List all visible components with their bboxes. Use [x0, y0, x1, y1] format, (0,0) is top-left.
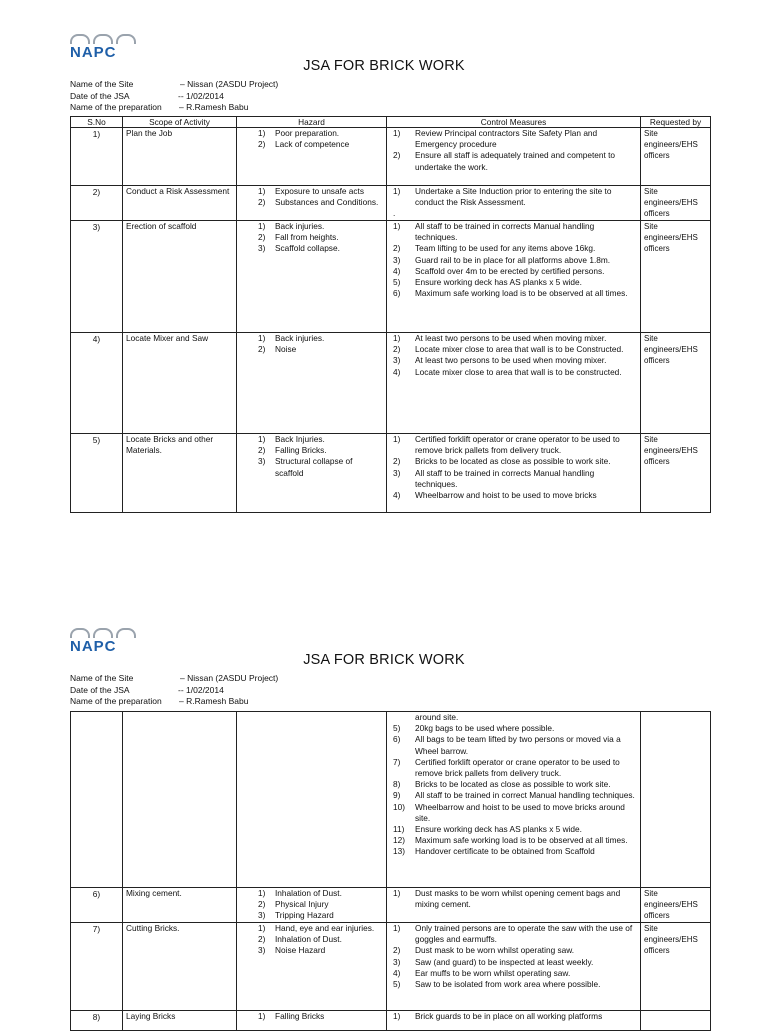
cell-sno: 1) — [71, 128, 123, 186]
hazard-item-number: 1) — [258, 923, 266, 933]
hazard-item-text: Physical Injury — [275, 899, 329, 910]
table-row — [71, 1011, 711, 1031]
control-item — [390, 150, 637, 172]
hazard-item — [240, 445, 383, 456]
control-item — [390, 846, 637, 857]
preparer-value: – R.Ramesh Babu — [179, 102, 249, 112]
cell-control-measures — [387, 888, 641, 923]
control-item-number: 2) — [393, 243, 401, 254]
site-label: Name of the Site — [70, 79, 134, 89]
hazard-list — [240, 888, 383, 922]
control-item-number: 1) — [393, 186, 401, 196]
control-item-number: 10) — [393, 801, 405, 812]
hazard-item — [240, 945, 383, 956]
table-row — [71, 712, 711, 888]
hazard-item-number: 1) — [258, 221, 266, 231]
control-item — [390, 835, 637, 846]
control-item-number: 5) — [393, 277, 401, 288]
hazard-item — [240, 1011, 383, 1022]
preparer-label: Name of the preparation — [70, 102, 162, 112]
control-item-number: 11) — [393, 824, 405, 835]
date-value: -- 1/02/2014 — [178, 684, 224, 695]
control-item-text: Bricks to be located as close as possible to work site. — [415, 779, 611, 790]
control-item-text: Ensure working deck has AS planks x 5 wide. — [415, 824, 582, 835]
control-item-number: 1) — [393, 888, 401, 898]
control-item — [390, 277, 637, 288]
control-item — [390, 790, 637, 801]
cell-hazard — [237, 221, 387, 333]
cell-requested-by: Site engineers/EHS officers — [641, 888, 711, 923]
control-item — [390, 186, 637, 208]
control-list — [390, 333, 637, 378]
control-item-text: Dust masks to be worn whilst opening cement bags and mixing cement. — [415, 888, 621, 910]
cell-control-measures — [387, 712, 641, 888]
control-item — [390, 456, 637, 467]
control-item-number: 12) — [393, 835, 405, 846]
preparer-label: Name of the preparation — [70, 696, 162, 706]
control-item-text: Review Principal contractors Site Safety Plan and Emergency procedure — [415, 128, 598, 150]
control-item — [390, 367, 637, 378]
cell-requested-by: Site engineers/EHS officers — [641, 221, 711, 333]
control-item-text: Wheelbarrow and hoist to be used to move bricks — [415, 490, 597, 501]
control-item-number: 8) — [393, 779, 401, 790]
control-item — [390, 757, 637, 779]
hazard-item-text: Falling Bricks. — [275, 445, 327, 456]
control-item — [390, 355, 637, 366]
hazard-item — [240, 139, 383, 150]
cell-hazard — [237, 1011, 387, 1031]
control-item-number: 4) — [393, 265, 401, 276]
hazard-item-text: Noise — [275, 344, 297, 355]
hazard-item — [240, 333, 383, 344]
control-item-number: 1) — [393, 1011, 401, 1021]
hazard-item-text: Lack of competence — [275, 139, 350, 150]
control-item-text: Brick guards to be in place on all working platforms — [415, 1011, 603, 1021]
header-hazard: Hazard — [237, 117, 387, 128]
control-item-number: 1) — [393, 923, 401, 933]
hazard-item-number: 3) — [258, 910, 266, 921]
control-item-text: Ensure working deck has AS planks x 5 wide. — [415, 277, 582, 288]
hazard-item-text: Falling Bricks — [275, 1011, 325, 1021]
cell-requested-by — [641, 1011, 711, 1031]
hazard-item — [240, 910, 383, 921]
cell-hazard — [237, 128, 387, 186]
control-item-text: around site. — [415, 712, 459, 722]
control-item — [390, 968, 637, 979]
control-item — [390, 333, 637, 344]
control-item-text: Certified forklift operator or crane operator to be used to remove brick pallets from delivery truck. — [415, 434, 620, 456]
hazard-item — [240, 934, 383, 945]
control-item — [390, 824, 637, 835]
hazard-list — [240, 333, 383, 355]
hazard-list — [240, 221, 383, 255]
control-item-text: Locate mixer close to area that wall is to be Constructed. — [415, 344, 624, 355]
hazard-item — [240, 197, 383, 208]
control-item — [390, 243, 637, 254]
control-item-number: 13) — [393, 846, 405, 857]
napc-logo — [70, 628, 142, 654]
control-item-text: Bricks to be located as close as possible to work site. — [415, 456, 611, 467]
control-item-number: 7) — [393, 756, 401, 767]
hazard-item — [240, 221, 383, 232]
hazard-item-number: 3) — [258, 456, 266, 467]
cell-sno: 3) — [71, 221, 123, 333]
cell-sno: 5) — [71, 434, 123, 513]
hazard-item-text: Hand, eye and ear injuries. — [275, 923, 375, 933]
hazard-item — [240, 899, 383, 910]
control-item-text: Locate mixer close to area that wall is to be constructed. — [415, 366, 622, 377]
hazard-item-number: 1) — [258, 128, 266, 138]
cell-hazard — [237, 712, 387, 888]
hazard-item — [240, 186, 383, 197]
header-sno: S.No — [71, 117, 123, 128]
hazard-item-text: Scaffold collapse. — [275, 243, 340, 254]
control-list — [390, 221, 637, 299]
control-item-number: 2) — [393, 456, 401, 467]
cell-control-measures — [387, 186, 641, 221]
control-item-number: 9) — [393, 790, 401, 801]
table-row — [71, 888, 711, 923]
preparer-value: – R.Ramesh Babu — [179, 696, 249, 706]
table-header-row — [71, 117, 711, 128]
hazard-item — [240, 344, 383, 355]
cell-requested-by — [641, 712, 711, 888]
control-item-text: At least two persons to be used when moving mixer. — [415, 333, 607, 343]
cell-scope: Locate Bricks and other Materials. — [123, 434, 237, 513]
hazard-item-number: 2) — [258, 232, 266, 243]
control-item — [390, 779, 637, 790]
control-item-number: . — [393, 208, 396, 219]
hazard-item-number: 3) — [258, 945, 266, 956]
page-title: JSA FOR BRICK WORK — [303, 58, 465, 74]
hazard-item-number: 1) — [258, 333, 266, 343]
hazard-item-text: Inhalation of Dust. — [275, 888, 342, 898]
napc-logo — [70, 34, 142, 60]
hazard-item-text: Back injuries. — [275, 221, 325, 231]
site-value: – Nissan (2ASDU Project) — [180, 673, 279, 683]
control-item-text: Undertake a Site Induction prior to entering the site to conduct the Risk Assessment. — [415, 186, 612, 208]
header-scope: Scope of Activity — [123, 117, 237, 128]
control-item — [390, 344, 637, 355]
cell-control-measures — [387, 128, 641, 186]
control-item-text: Dust mask to be worn whilst operating saw. — [415, 945, 575, 956]
cell-control-measures — [387, 1011, 641, 1031]
cell-sno: 6) — [71, 888, 123, 923]
cell-hazard — [237, 888, 387, 923]
cell-scope — [123, 712, 237, 888]
hazard-list — [240, 434, 383, 479]
control-item-text: Certified forklift operator or crane operator to be used to remove brick pallets from delivery truck. — [415, 756, 620, 779]
cell-sno: 8) — [71, 1011, 123, 1031]
cell-control-measures — [387, 221, 641, 333]
control-item-text: Maximum safe working load is to be observed at all times. — [415, 835, 628, 846]
control-item-number: 3) — [393, 956, 401, 967]
table-row — [71, 434, 711, 513]
hazard-item-text: Tripping Hazard — [275, 910, 334, 921]
control-item-text: Team lifting to be used for any items above 16kg. — [415, 243, 596, 254]
control-item-number: 2) — [393, 945, 401, 956]
control-item-number: 1) — [393, 128, 401, 138]
control-item-number: 1) — [393, 221, 401, 231]
cell-sno: 7) — [71, 923, 123, 1011]
jsa-table-page-1 — [70, 116, 711, 513]
hazard-item-text: Poor preparation. — [275, 128, 340, 138]
control-item — [390, 255, 637, 266]
cell-scope: Laying Bricks — [123, 1011, 237, 1031]
date-label: Date of the JSA — [70, 684, 130, 695]
hazard-item-number: 2) — [258, 197, 266, 208]
control-item — [390, 979, 637, 990]
hazard-item-number: 1) — [258, 434, 266, 444]
date-label: Date of the JSA — [70, 90, 130, 101]
control-item — [390, 1011, 637, 1022]
control-item-text: Ensure all staff is adequately trained and competent to undertake the work. — [415, 150, 616, 172]
control-item-text: Saw (and guard) to be inspected at least weekly. — [415, 956, 594, 967]
hazard-item-number: 2) — [258, 445, 266, 456]
header-control-measures: Control Measures — [387, 117, 641, 128]
table-row — [71, 128, 711, 186]
hazard-item-text: Inhalation of Dust. — [275, 934, 342, 945]
cell-sno — [71, 712, 123, 888]
hazard-item-number: 1) — [258, 186, 266, 196]
cell-hazard — [237, 434, 387, 513]
table-row — [71, 333, 711, 434]
control-item-text: Handover certificate to be obtained from Scaffold — [415, 846, 595, 857]
control-item-number: 3) — [393, 254, 401, 265]
control-item — [390, 945, 637, 956]
control-list — [390, 128, 637, 173]
control-item — [390, 712, 637, 723]
control-list — [390, 888, 637, 910]
control-item-text: Saw to be isolated from work area where possible. — [415, 979, 601, 990]
control-item-number: 3) — [393, 355, 401, 366]
hazard-item-number: 2) — [258, 139, 266, 150]
cell-requested-by: Site engineers/EHS officers — [641, 128, 711, 186]
control-item-text: Guard rail to be in place for all platforms above 1.8m. — [415, 254, 611, 265]
control-item-number: 4) — [393, 490, 401, 501]
hazard-item — [240, 128, 383, 139]
control-item-text: 20kg bags to be used where possible. — [415, 723, 555, 734]
logo-mark-icon — [70, 628, 142, 638]
table-row — [71, 923, 711, 1011]
cell-hazard — [237, 186, 387, 221]
hazard-item-text: Substances and Conditions. — [275, 197, 379, 208]
control-item — [390, 288, 637, 299]
control-item — [390, 957, 637, 968]
hazard-item — [240, 456, 383, 478]
control-item-text: Ear muffs to be worn whilst operating saw. — [415, 967, 571, 978]
cell-control-measures — [387, 923, 641, 1011]
control-item-number: 4) — [393, 967, 401, 978]
cell-hazard — [237, 333, 387, 434]
cell-requested-by: Site engineers/EHS officers — [641, 434, 711, 513]
cell-scope: Conduct a Risk Assessment — [123, 186, 237, 221]
control-item-text: Scaffold over 4m to be erected by certified persons. — [415, 265, 605, 276]
hazard-item-number: 2) — [258, 899, 266, 910]
cell-scope: Mixing cement. — [123, 888, 237, 923]
control-item — [390, 434, 637, 456]
control-item — [390, 923, 637, 945]
control-item — [390, 128, 637, 150]
hazard-item — [240, 888, 383, 899]
jsa-table-page-2 — [70, 711, 711, 1031]
hazard-item — [240, 232, 383, 243]
control-item-number: 4) — [393, 366, 401, 377]
control-list — [390, 923, 637, 990]
hazard-list — [240, 923, 383, 957]
control-item — [390, 490, 637, 501]
hazard-item — [240, 434, 383, 445]
hazard-item-text: Fall from heights. — [275, 232, 339, 243]
cell-control-measures — [387, 333, 641, 434]
cell-sno: 2) — [71, 186, 123, 221]
control-item — [390, 723, 637, 734]
control-item-number: 1) — [393, 333, 401, 343]
date-value: -- 1/02/2014 — [178, 90, 224, 101]
hazard-item-text: Noise Hazard — [275, 945, 326, 956]
control-item-number: 6) — [393, 734, 401, 745]
control-list — [390, 1011, 637, 1022]
cell-control-measures — [387, 434, 641, 513]
control-item-number: 5) — [393, 723, 401, 734]
hazard-item-text: Back Injuries. — [275, 434, 325, 444]
hazard-item-number: 1) — [258, 888, 266, 898]
control-item-number: 3) — [393, 467, 401, 478]
site-label: Name of the Site — [70, 673, 134, 683]
cell-scope: Locate Mixer and Saw — [123, 333, 237, 434]
table-row — [71, 221, 711, 333]
page-title: JSA FOR BRICK WORK — [303, 652, 465, 668]
logo-text: NAPC — [70, 44, 117, 61]
hazard-item — [240, 243, 383, 254]
control-item — [390, 266, 637, 277]
control-item-text: Wheelbarrow and hoist to be used to move bricks around site. — [415, 801, 625, 823]
header-requested-by: Requested by — [641, 117, 711, 128]
control-item-number: 2) — [393, 150, 401, 161]
control-item-number: 1) — [393, 434, 401, 444]
site-value: – Nissan (2ASDU Project) — [180, 79, 279, 89]
cell-scope: Erection of scaffold — [123, 221, 237, 333]
logo-mark-icon — [70, 34, 142, 44]
cell-scope: Cutting Bricks. — [123, 923, 237, 1011]
cell-requested-by: Site engineers/EHS officers — [641, 923, 711, 1011]
logo-text: NAPC — [70, 638, 117, 655]
control-item-number: 2) — [393, 344, 401, 355]
control-item-number: 6) — [393, 288, 401, 299]
control-item — [390, 888, 637, 910]
hazard-list — [240, 186, 383, 208]
cell-scope: Plan the Job — [123, 128, 237, 186]
hazard-item-number: 2) — [258, 344, 266, 355]
hazard-list — [240, 1011, 383, 1022]
cell-hazard — [237, 923, 387, 1011]
control-item-text: Only trained persons are to operate the saw with the use of goggles and earmuffs. — [415, 923, 633, 945]
cell-requested-by: Site engineers/EHS officers — [641, 186, 711, 221]
control-list — [390, 712, 637, 858]
hazard-item-text: Structural collapse of scaffold — [275, 456, 353, 478]
hazard-item — [240, 923, 383, 934]
hazard-item-text: Exposure to unsafe acts — [275, 186, 365, 196]
hazard-list — [240, 128, 383, 150]
control-item — [390, 734, 637, 756]
control-item — [390, 221, 637, 243]
control-item-text: All bags to be team lifted by two persons or moved via a Wheel barrow. — [415, 734, 621, 756]
control-item-text: All staff to be trained in corrects Manual handling techniques. — [415, 221, 595, 243]
control-item-text: At least two persons to be used when moving mixer. — [415, 355, 607, 366]
hazard-item-number: 1) — [258, 1011, 266, 1021]
hazard-item-text: Back injuries. — [275, 333, 325, 343]
hazard-item-number: 2) — [258, 934, 266, 945]
control-item-text: All staff to be trained in correct Manual handling techniques. — [415, 790, 635, 801]
control-item-text: Maximum safe working load is to be observed at all times. — [415, 288, 628, 299]
table-row — [71, 186, 711, 221]
control-list — [390, 186, 637, 219]
control-list — [390, 434, 637, 501]
cell-sno: 4) — [71, 333, 123, 434]
control-item — [390, 802, 637, 824]
control-item-text: All staff to be trained in corrects Manual handling techniques. — [415, 467, 595, 489]
control-item-number: 5) — [393, 979, 401, 990]
hazard-item-number: 3) — [258, 243, 266, 254]
cell-requested-by: Site engineers/EHS officers — [641, 333, 711, 434]
control-item — [390, 468, 637, 490]
